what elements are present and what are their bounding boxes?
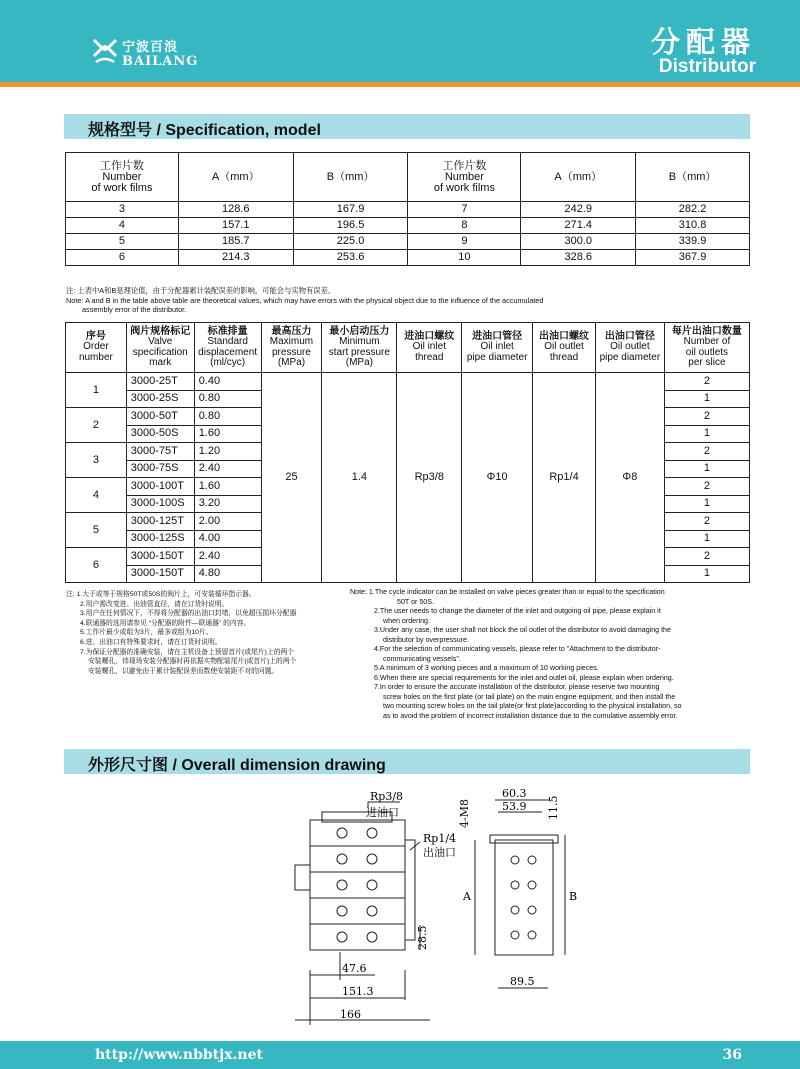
valve-mark-cell: 3000-150T — [126, 565, 194, 583]
dim-a: A — [463, 890, 471, 903]
header-displacement: 标准排量 Standard displacement (ml/cyc) — [194, 323, 261, 373]
spec-header-a-2: A（mm） — [521, 153, 636, 202]
order-cell: 4 — [66, 478, 127, 513]
side-body-outline — [495, 840, 553, 955]
outlet-port-icon — [367, 906, 377, 916]
page-number: 36 — [722, 1047, 742, 1063]
min-start-cell: 1.4 — [322, 373, 397, 583]
header-outlet-pipe: 出油口管径 Oil outlet pipe diameter — [595, 323, 664, 373]
note-line: 注: 1.大于或等于规格50T或50S的阀片上，可安装循环指示器。 — [66, 591, 256, 598]
section-drawing-title: 外形尺寸图 / Overall dimension drawing — [88, 757, 386, 774]
dim-151-3: 151.3 — [342, 985, 374, 998]
note-line: 安装螺孔，待现场安装分配器时再依据实物配装尾片(或首片)上的两个 — [88, 658, 297, 666]
valve-mark-cell: 3000-25S — [126, 390, 194, 408]
note-line: 5.A minimum of 3 working pieces and a maximum of 10 working pieces. — [374, 664, 599, 672]
outlet-port-icon — [511, 906, 519, 914]
bailang-logo-icon — [92, 36, 118, 66]
table-cell: 339.9 — [636, 234, 750, 250]
note-line: 50T or 50S. — [397, 597, 434, 606]
order-cell: 2 — [66, 408, 127, 443]
dim-11-5: 11.5 — [547, 795, 560, 820]
label-outlet-cn: 出油口 — [423, 846, 456, 859]
displacement-cell: 0.80 — [194, 408, 261, 426]
displacement-cell: 1.20 — [194, 443, 261, 461]
outlet-port-icon — [367, 880, 377, 890]
table-row — [66, 250, 750, 266]
valve-mark-cell: 3000-25T — [126, 373, 194, 391]
header-inlet-thread: 进油口螺纹 Oil inlet thread — [397, 323, 462, 373]
label-inlet-thread: Rp3/8 — [370, 790, 404, 803]
valve-mark-cell: 3000-100T — [126, 478, 194, 496]
header-valve-mark: 阀片规格标记 Valve specification mark — [126, 323, 194, 373]
note-line: 6.When there are special requirements for the inlet and outlet oil, please explain when ordering. — [374, 673, 674, 682]
outlets-cell: 2 — [664, 478, 749, 496]
table-cell: 367.9 — [636, 250, 750, 266]
displacement-cell: 2.40 — [194, 460, 261, 478]
displacement-cell: 4.80 — [194, 565, 261, 583]
outlets-cell: 1 — [664, 565, 749, 583]
outlets-cell: 1 — [664, 530, 749, 548]
inlet-pipe-cell: Φ10 — [462, 373, 533, 583]
side-plate — [405, 840, 415, 940]
section-spec-title: 规格型号 / Specification, model — [88, 122, 321, 139]
outlet-port-icon — [511, 856, 519, 864]
outlets-cell: 1 — [664, 425, 749, 443]
spec-table-note — [66, 286, 756, 315]
outlet-port-icon — [367, 854, 377, 864]
table-cell: 3 — [66, 202, 179, 218]
note-line: 2.用户需改变进、出油管直径，请在订货时说明。 — [80, 600, 229, 608]
dim-47-6: 47.6 — [342, 962, 367, 975]
page-title-chinese: 分配器 — [650, 27, 756, 59]
table-cell: 4 — [66, 218, 179, 234]
spec-dimension-table — [65, 152, 750, 266]
header-outlets-per-slice: 每片出油口数量 Number of oil outlets per slice — [664, 323, 749, 373]
side-top-plate — [490, 835, 558, 843]
note-line: distributor by overpressure. — [383, 635, 469, 644]
outlet-port-icon — [511, 881, 519, 889]
valve-mark-cell: 3000-50S — [126, 425, 194, 443]
outlet-port-icon — [337, 854, 347, 864]
outlets-cell: 2 — [664, 443, 749, 461]
table-cell: 8 — [408, 218, 521, 234]
table-row — [66, 234, 750, 250]
table-cell: 271.4 — [521, 218, 636, 234]
dim-89-5: 89.5 — [510, 975, 535, 988]
outlets-cell: 1 — [664, 495, 749, 513]
outlets-cell: 1 — [664, 460, 749, 478]
header-outlet-thread: 出油口螺纹 Oil outlet thread — [533, 323, 596, 373]
displacement-cell: 1.60 — [194, 478, 261, 496]
notes-english — [350, 588, 762, 721]
note-line: communicating vessels". — [383, 654, 461, 663]
outlet-pipe-cell: Φ8 — [595, 373, 664, 583]
table-row — [66, 202, 750, 218]
displacement-cell: 0.80 — [194, 390, 261, 408]
side-fitting — [295, 865, 310, 890]
note-line: 4.For the selection of communicating vessels, please refer to "Attachment to the distributor- — [374, 645, 661, 653]
note-line: Note: 1.The cycle indicator can be installed on valve pieces greater than or equal to the specification — [350, 588, 665, 596]
header-inlet-pipe: 进油口管径 Oil inlet pipe diameter — [462, 323, 533, 373]
label-inlet-cn: 进油口 — [366, 806, 399, 819]
valve-mark-cell: 3000-150T — [126, 548, 194, 566]
outlet-port-icon — [511, 931, 519, 939]
outlet-port-icon — [528, 856, 536, 864]
table-cell: 5 — [66, 234, 179, 250]
table-cell: 242.9 — [521, 202, 636, 218]
displacement-cell: 1.60 — [194, 425, 261, 443]
dim-166: 166 — [340, 1008, 361, 1021]
table-cell: 10 — [408, 250, 521, 266]
model-table — [65, 322, 750, 583]
note-line: screw holes on the first plate (or tail plate) on the main engine equipment, and then install the — [383, 692, 676, 701]
footer-website-link[interactable]: http://www.nbbtjx.net — [95, 1047, 263, 1063]
outlet-thread-cell: Rp1/4 — [533, 373, 596, 583]
spec-table-header-row — [66, 153, 750, 202]
header-order: 序号 Order number — [66, 323, 127, 373]
outlets-cell: 1 — [664, 390, 749, 408]
outlets-cell: 2 — [664, 408, 749, 426]
displacement-cell: 3.20 — [194, 495, 261, 513]
table-cell: 9 — [408, 234, 521, 250]
outlet-port-icon — [367, 932, 377, 942]
order-cell: 1 — [66, 373, 127, 408]
displacement-cell: 4.00 — [194, 530, 261, 548]
note-line: 6.进、出油口有特殊要求时，请在订货时说明。 — [80, 638, 222, 646]
table-cell: 185.7 — [178, 234, 293, 250]
dimension-drawing — [280, 780, 590, 1030]
page-footer — [0, 1041, 800, 1069]
dim-60-3: 60.3 — [502, 787, 527, 800]
table-cell: 300.0 — [521, 234, 636, 250]
displacement-cell: 2.00 — [194, 513, 261, 531]
displacement-cell: 0.40 — [194, 373, 261, 391]
table-cell: 282.2 — [636, 202, 750, 218]
note-line: 4.联通器的选用请参见 “分配器的附件—联通器” 的内容。 — [80, 619, 251, 627]
valve-mark-cell: 3000-125T — [126, 513, 194, 531]
table-cell: 225.0 — [293, 234, 408, 250]
outlet-port-icon — [337, 880, 347, 890]
company-logo — [92, 34, 202, 74]
max-pressure-cell: 25 — [261, 373, 322, 583]
order-cell: 6 — [66, 548, 127, 583]
note-line: 3.Under any case, the user shall not block the oil outlet of the distributor to avoid damaging the — [374, 626, 671, 634]
header-min-start: 最小启动压力 Minimum start pressure (MPa) — [322, 323, 397, 373]
note-en-line1: Note: A and B in the table above table are theoretical values, which may have errors with the physical object due to the influence of the accumulated — [66, 295, 544, 305]
displacement-cell: 2.40 — [194, 548, 261, 566]
note-line: 安装螺孔，以避免由于累计装配误差而数使安装距不对的问题。 — [88, 667, 279, 675]
outlet-port-icon — [528, 881, 536, 889]
spec-header-b-2: B（mm） — [636, 153, 750, 202]
note-line: two mounting screw holes on the tail plate(or first plate)according to the physical installation, so — [383, 702, 682, 710]
outlet-port-icon — [337, 906, 347, 916]
table-cell: 196.5 — [293, 218, 408, 234]
dim-b: B — [569, 890, 578, 903]
outlet-port-icon — [337, 828, 347, 838]
table-cell: 6 — [66, 250, 179, 266]
note-line: 2.The user needs to change the diameter of the inlet and outgoing oil pipe, please explain it — [374, 607, 661, 615]
spec-header-b-1: B（mm） — [293, 153, 408, 202]
table-cell: 128.6 — [178, 202, 293, 218]
table-row — [66, 218, 750, 234]
valve-mark-cell: 3000-100S — [126, 495, 194, 513]
section-spec-bar — [64, 114, 750, 139]
valve-mark-cell: 3000-50T — [126, 408, 194, 426]
dim-53-9: 53.9 — [502, 800, 527, 813]
note-en-line2: assembly error of the distributor. — [82, 305, 187, 314]
note-cn: 注: 上表中A和B是理论值，由于分配器累计装配误差的影响，可能会与实物有误差。 — [66, 286, 336, 295]
logo-chinese-text: 宁波百浪 — [122, 39, 179, 54]
notes-chinese — [66, 590, 356, 676]
side-view — [475, 800, 565, 988]
outlet-port-icon — [528, 906, 536, 914]
label-outlet-thread: Rp1/4 — [423, 832, 457, 845]
order-cell: 5 — [66, 513, 127, 548]
table-cell: 253.6 — [293, 250, 408, 266]
dim-28-5: 28.5 — [416, 925, 429, 950]
note-line: 7.In order to ensure the accurate installation of the distributor, please reserve two mounting — [374, 683, 660, 691]
outlet-port-icon — [337, 932, 347, 942]
note-line: 3.用户在任何情况下，不得将分配器的出油口封堵，以免超压损坏分配器 — [80, 610, 297, 618]
outlet-port-icon — [367, 828, 377, 838]
header-accent-line — [0, 82, 800, 87]
valve-mark-cell: 3000-75S — [126, 460, 194, 478]
header-max-pressure: 最高压力 Maximum pressure (MPa) — [261, 323, 322, 373]
valve-mark-cell: 3000-75T — [126, 443, 194, 461]
note-line: 5.工作片最少或组为3片，最多或组为10片。 — [80, 629, 213, 637]
spec-header-a-1: A（mm） — [178, 153, 293, 202]
dim-4-m8: 4-M8 — [458, 799, 471, 828]
page-header — [0, 0, 800, 82]
outlet-port-icon — [528, 931, 536, 939]
table-cell: 7 — [408, 202, 521, 218]
spec-header-films-1: 工作片数 Number of work films — [66, 153, 179, 202]
spec-header-films-2: 工作片数 Number of work films — [408, 153, 521, 202]
table-cell: 214.3 — [178, 250, 293, 266]
front-body-outline — [310, 820, 405, 950]
valve-mark-cell: 3000-125S — [126, 530, 194, 548]
outlets-cell: 2 — [664, 548, 749, 566]
model-table-header-row — [66, 323, 750, 373]
outlets-cell: 2 — [664, 513, 749, 531]
note-line: when ordering. — [383, 616, 430, 625]
table-cell: 310.8 — [636, 218, 750, 234]
note-line: as to avoid the problem of incorrect installation distance due to the cumulative assembly error. — [383, 711, 678, 720]
logo-english-text: BAILANG — [122, 54, 199, 69]
order-cell: 3 — [66, 443, 127, 478]
outlets-cell: 2 — [664, 373, 749, 391]
page-title-english: Distributor — [658, 56, 756, 77]
inlet-thread-cell: Rp3/8 — [397, 373, 462, 583]
table-cell: 328.6 — [521, 250, 636, 266]
table-cell: 167.9 — [293, 202, 408, 218]
table-row — [66, 373, 750, 391]
note-line: 7.为保证分配器的准确安装，请在主机设备上预留首片(或尾片)上的两个 — [80, 648, 295, 656]
table-cell: 157.1 — [178, 218, 293, 234]
section-drawing-bar — [64, 749, 750, 774]
